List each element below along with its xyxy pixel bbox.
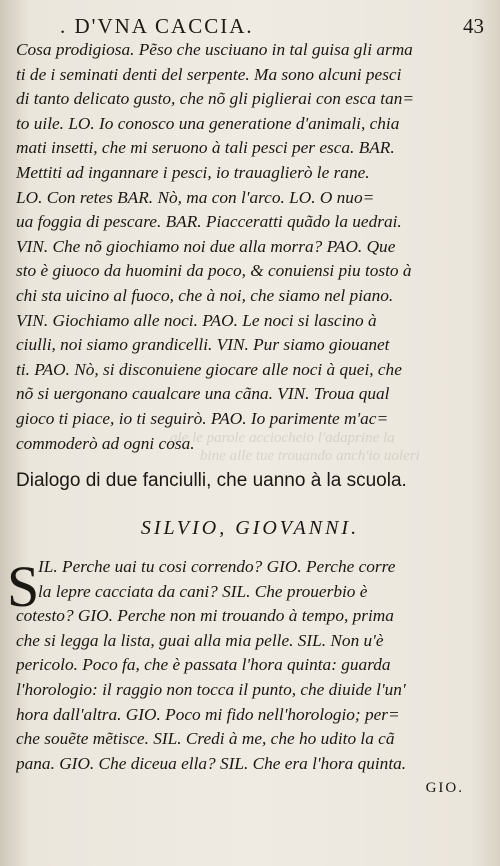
text-line: chi sta uicino al fuoco, che à noi, che siamo nel piano.	[16, 285, 394, 305]
text-line: Cosa prodigiosa. Pẽso che usciuano in tal guisa gli arma	[16, 40, 413, 59]
text-line: ti. PAO. Nò, si disconuiene giocare alle noci à quei, che	[16, 359, 402, 379]
text-line: pana. GIO. Che diceua ella? SIL. Che era l'hora quinta.	[16, 753, 407, 773]
text-line: l'horologio: il raggio non tocca il punto, che diuide l'un'	[16, 679, 406, 699]
text-line: la lepre cacciata da cani? SIL. Che prouerbio è	[38, 581, 368, 601]
speaker-names: SILVIO, GIOVANNI.	[140, 517, 360, 539]
dialogue-two-text	[16, 555, 486, 776]
text-line: VIN. Giochiamo alle noci. PAO. Le noci si lascino à	[16, 310, 377, 330]
drop-cap: S	[7, 554, 40, 619]
text-line: sto è giuoco da huomini da poco, & conuiensi piu tosto à	[16, 261, 412, 281]
text-line: hora dall'altra. GIO. Poco mi fido nell'horologio; per=	[16, 704, 400, 724]
text-line: mati insetti, che mi seruono à tali pesci per esca. BAR.	[16, 138, 395, 158]
text-line: nõ si uergonano caualcare una cãna. VIN. Troua qual	[16, 384, 390, 404]
show-through-text: gle le parole acciocheio l'adaprine la	[170, 430, 395, 446]
text-line: commoderò ad ogni cosa.	[16, 433, 195, 453]
text-line: ua foggia di pescare. BAR. Piacceratti quãdo la uedrai.	[16, 212, 402, 232]
show-through-text: bine alle tue trouando anch'io uoleri	[200, 448, 420, 464]
running-title: . D'VNA CACCIA.	[60, 14, 254, 38]
text-line: pericolo. Poco fa, che è passata l'hora quinta: guarda	[16, 655, 391, 675]
text-line: VIN. Che nõ giochiamo noi due alla morra? PAO. Que	[16, 236, 396, 256]
text-line: IL. Perche uai tu cosi correndo? GIO. Perche corre	[38, 557, 396, 576]
text-line: che souẽte mẽtisce. SIL. Credi à me, che ho udito la cã	[16, 729, 395, 749]
dialogue-one-text	[16, 38, 486, 456]
text-line: gioco ti piace, io ti seguirò. PAO. Io parimente m'ac=	[16, 408, 389, 428]
text-line: Mettiti ad ingannare i pesci, io trauaglierò le rane.	[16, 162, 370, 182]
page-number: 43	[463, 14, 484, 38]
text-line: cotesto? GIO. Perche non mi trouando à tempo, prima	[16, 606, 394, 626]
text-line: di tanto delicato gusto, che nõ gli piglierai con esca tan=	[16, 89, 415, 109]
text-line: che si legga la lista, guai alla mia pelle. SIL. Non u'è	[16, 630, 384, 650]
text-line: ciulli, noi siamo grandicelli. VIN. Pur siamo giouanet	[16, 335, 390, 355]
catchword: GIO.	[425, 780, 464, 796]
text-line: ti de i seminati denti del serpente. Ma sono alcuni pesci	[16, 64, 402, 84]
text-line: LO. Con retes BAR. Nò, ma con l'arco. LO. O nuo=	[16, 187, 375, 207]
page-header	[60, 14, 490, 38]
text-line: to uile. LO. Io conosco una generatione d'animali, chia	[16, 113, 400, 133]
section-heading: Dialogo di due fanciulli, che uanno à la scuola.	[16, 470, 407, 491]
